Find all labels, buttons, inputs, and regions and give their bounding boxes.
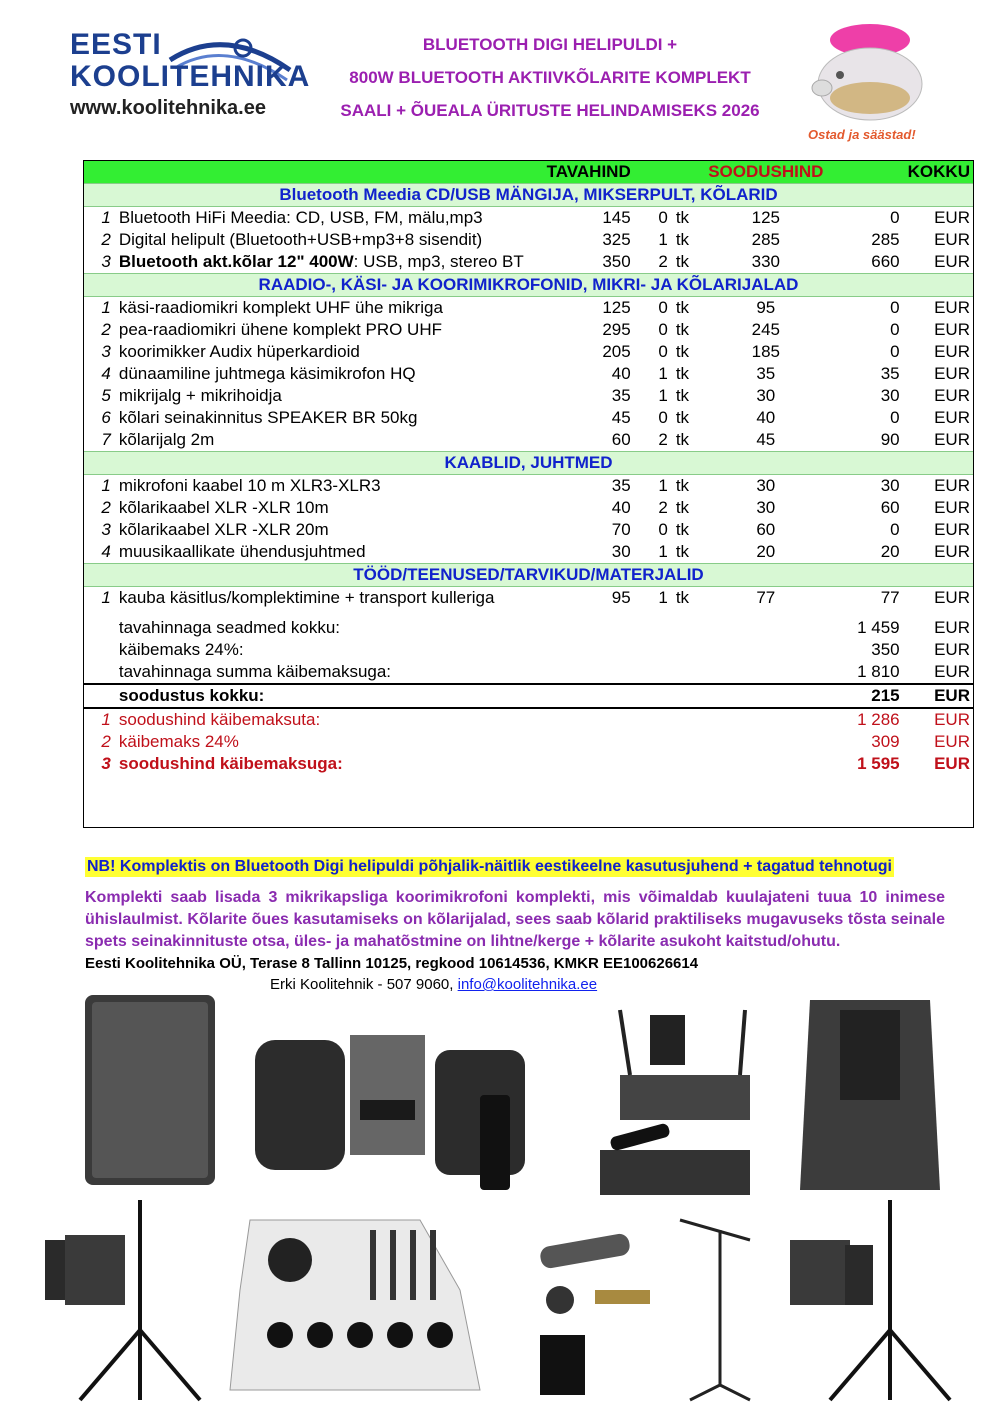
item-name-text: Digital helipult (Bluetooth+USB+mp3+8 sisendit) [118, 230, 483, 249]
row-number: 5 [101, 386, 111, 405]
item-unit: tk [675, 408, 690, 427]
row-number: 2 [101, 320, 111, 339]
mic-stand-icon [680, 1220, 750, 1400]
row-number: 6 [101, 408, 111, 427]
item-qty: 1 [658, 386, 668, 405]
section-title: RAADIO-, KÄSI- JA KOORIMIKROFONID, MIKRI- JA KÕLARIJALAD [83, 274, 974, 297]
section-header-row [83, 564, 974, 587]
item-name [115, 497, 543, 519]
summary-currency: EUR [934, 710, 970, 729]
item-sale-price: 185 [751, 342, 780, 361]
header-spacer [827, 161, 903, 184]
item-name-text: : USB, mp3, stereo BT [353, 252, 524, 271]
item-currency: EUR [934, 342, 970, 361]
summary-number [83, 684, 115, 708]
item-unit: tk [675, 386, 690, 405]
item-currency: EUR [934, 252, 970, 271]
item-name-text: muusikaallikate ühendusjuhtmed [118, 542, 366, 561]
item-name-text: Bluetooth HiFi Meedia: CD, USB, FM, mälu,mp3 [118, 208, 483, 227]
section-header-row [83, 452, 974, 475]
table-row [83, 319, 974, 341]
summary-number [83, 661, 115, 684]
summary-row [83, 639, 974, 661]
summary-value: 1 810 [857, 662, 900, 681]
item-name-text: kõlarijalg 2m [118, 430, 215, 449]
summary-row [83, 661, 974, 684]
item-name [115, 207, 543, 230]
final-price-row [83, 731, 974, 753]
item-name [115, 407, 543, 429]
item-price: 350 [602, 252, 631, 271]
item-total: 60 [880, 498, 900, 517]
item-name-text: kõlarikaabel XLR -XLR 20m [118, 520, 329, 539]
item-total: 660 [871, 252, 900, 271]
summary-value: 1 459 [857, 618, 900, 637]
item-price: 40 [611, 364, 631, 383]
item-currency: EUR [934, 408, 970, 427]
item-unit: tk [675, 498, 690, 517]
header-soodushind: SOODUSHIND [704, 161, 827, 184]
item-total: 35 [880, 364, 900, 383]
table-row [83, 475, 974, 498]
item-currency: EUR [934, 430, 970, 449]
product-photos [40, 990, 960, 1410]
item-name [115, 319, 543, 341]
item-name [115, 297, 543, 320]
item-sale-price: 60 [756, 520, 776, 539]
table-header-row [83, 161, 974, 184]
table-row [83, 207, 974, 230]
item-unit: tk [675, 342, 690, 361]
summary-value: 350 [871, 640, 900, 659]
row-number: 1 [101, 476, 111, 495]
item-sale-price: 35 [756, 364, 776, 383]
table-row [83, 541, 974, 564]
table-row [83, 251, 974, 274]
header-kokku: KOKKU [904, 161, 974, 184]
item-qty: 2 [658, 430, 668, 449]
item-price: 325 [602, 230, 631, 249]
header-spacer [635, 161, 672, 184]
item-name-text: mikrofoni kaabel 10 m XLR3-XLR3 [118, 476, 381, 495]
summary-number [83, 639, 115, 661]
discount-row [83, 684, 974, 708]
item-total: 0 [890, 298, 900, 317]
title-line-2: 800W BLUETOOTH AKTIIVKÕLARITE KOMPLEKT [349, 68, 751, 87]
item-name-text: dünaamiline juhtmega käsimikrofon HQ [118, 364, 416, 383]
summary-currency: EUR [904, 684, 974, 708]
brand-line2: KOOLITEHNIKA [70, 60, 311, 93]
table-row [83, 363, 974, 385]
section-title: KAABLID, JUHTMED [83, 452, 974, 475]
description-paragraph: Komplekti saab lisada 3 mikrikapsliga koorimikrofoni komplekti, mis võimaldab kuulajateni tuua 10 inimese ühislaulmist. Kõlarite õues kasutamiseks on kõlarijalad, sees saab kõlarid praktiliseks mugavuseks tõsta seinale spets seinakinnituste otsa, üles- ja mahatõstmine on lihtne/kerge + kõlarite asukoht kaitstud/ohutu. [85, 889, 945, 950]
speaker-left-icon [85, 995, 215, 1185]
item-unit: tk [675, 320, 690, 339]
email-link[interactable]: info@koolitehnika.ee [457, 976, 598, 993]
item-sale-price: 30 [756, 386, 776, 405]
item-name [115, 541, 543, 564]
summary-currency: EUR [934, 640, 970, 659]
item-qty: 0 [658, 208, 668, 227]
title-line-3: SAALI + ÕUEALA ÜRITUSTE HELINDAMISEKS 2026 [340, 101, 760, 120]
item-sale-price: 77 [756, 588, 776, 607]
item-sale-price: 245 [751, 320, 780, 339]
item-currency: EUR [934, 476, 970, 495]
summary-currency: EUR [934, 732, 970, 751]
item-currency: EUR [934, 298, 970, 317]
final-price-row [83, 708, 974, 731]
header-tavahind: TAVAHIND [543, 161, 635, 184]
table-row [83, 497, 974, 519]
row-number: 1 [101, 208, 111, 227]
item-qty: 1 [658, 542, 668, 561]
nb-notice: NB! Komplektis on Bluetooth Digi helipuldi põhjalik-näitlik eestikeelne kasutusjuhend + tagatud tehnotugi [87, 858, 892, 875]
wall-bracket-right-icon [790, 1240, 873, 1305]
item-qty: 2 [658, 498, 668, 517]
item-unit: tk [675, 252, 690, 271]
item-unit: tk [675, 430, 690, 449]
contact-text: Erki Koolitehnik - 507 9060, [270, 976, 458, 993]
summary-value: 1 286 [857, 710, 900, 729]
item-total: 20 [880, 542, 900, 561]
header-spacer [115, 161, 543, 184]
item-unit: tk [675, 230, 690, 249]
item-price: 295 [602, 320, 631, 339]
item-currency: EUR [934, 208, 970, 227]
item-name-text: pea-raadiomikri ühene komplekt PRO UHF [118, 320, 442, 339]
company-info: Eesti Koolitehnika OÜ, Terase 8 Tallinn 10125, regkood 10614536, KMKR EE100626614 [85, 955, 699, 972]
item-unit: tk [675, 208, 690, 227]
item-price: 125 [602, 298, 631, 317]
item-currency: EUR [934, 588, 970, 607]
row-number: 3 [101, 252, 111, 271]
item-unit: tk [675, 364, 690, 383]
item-price: 40 [611, 498, 631, 517]
summary-label: käibemaks 24%: [118, 640, 244, 659]
item-price: 95 [611, 588, 631, 607]
item-qty: 1 [658, 230, 668, 249]
item-sale-price: 30 [756, 498, 776, 517]
item-qty: 1 [658, 364, 668, 383]
table-row [83, 519, 974, 541]
table-row [83, 587, 974, 610]
item-qty: 1 [658, 476, 668, 495]
item-name [115, 341, 543, 363]
section-title: Bluetooth Meedia CD/USB MÄNGIJA, MIKSERPULT, KÕLARID [83, 184, 974, 207]
item-sale-price: 45 [756, 430, 776, 449]
wall-bracket-left-icon [45, 1235, 125, 1305]
item-unit: tk [675, 298, 690, 317]
summary-value: 1 595 [857, 754, 900, 773]
item-name-text: mikrijalg + mikrihoidja [118, 386, 282, 405]
row-number: 2 [101, 230, 111, 249]
item-unit: tk [675, 520, 690, 539]
item-currency: EUR [934, 320, 970, 339]
summary-value: 215 [827, 684, 903, 708]
summary-label: soodushind käibemaksuta: [118, 710, 321, 729]
item-currency: EUR [934, 520, 970, 539]
table-row [83, 385, 974, 407]
brand-url: www.koolitehnika.ee [70, 97, 266, 119]
item-qty: 0 [658, 298, 668, 317]
summary-number: 1 [101, 710, 111, 729]
title-line-1: BLUETOOTH DIGI HELIPULDI + [422, 35, 678, 54]
page-title-block [300, 34, 800, 133]
hifi-system-icon [255, 1035, 525, 1190]
item-name-text: kõlarikaabel XLR -XLR 10m [118, 498, 329, 517]
item-price: 70 [611, 520, 631, 539]
item-total: 77 [880, 588, 900, 607]
table-row [83, 341, 974, 363]
item-unit: tk [675, 542, 690, 561]
item-price: 35 [611, 476, 631, 495]
section-title: TÖÖD/TEENUSED/TARVIKUD/MATERJALID [83, 564, 974, 587]
item-sale-price: 40 [756, 408, 776, 427]
brand-logo [70, 28, 311, 125]
item-sale-price: 330 [751, 252, 780, 271]
item-sale-price: 285 [751, 230, 780, 249]
table-row [83, 229, 974, 251]
row-number: 4 [101, 542, 111, 561]
summary-number: 2 [101, 732, 111, 751]
item-sale-price: 125 [751, 208, 780, 227]
row-number: 3 [101, 342, 111, 361]
section-header-row [83, 184, 974, 207]
row-number: 7 [101, 430, 111, 449]
item-name [115, 429, 543, 452]
item-qty: 1 [658, 588, 668, 607]
item-price: 205 [602, 342, 631, 361]
item-sale-price: 20 [756, 542, 776, 561]
item-currency: EUR [934, 386, 970, 405]
mixer-icon [230, 1220, 480, 1390]
item-unit: tk [675, 588, 690, 607]
item-total: 285 [871, 230, 900, 249]
table-row [83, 407, 974, 429]
badge-text: Ostad ja säästad! [808, 127, 916, 142]
summary-row [83, 617, 974, 639]
item-total: 0 [890, 408, 900, 427]
item-name-text: käsi-raadiomikri komplekt UHF ühe mikriga [118, 298, 443, 317]
summary-currency: EUR [934, 754, 970, 773]
spacer-row [83, 609, 974, 617]
item-name-bold: Bluetooth akt.kõlar 12" 400W [118, 252, 354, 271]
section-header-row [83, 274, 974, 297]
item-currency: EUR [934, 230, 970, 249]
header-spacer [672, 161, 704, 184]
item-price: 35 [611, 386, 631, 405]
header-spacer [83, 161, 115, 184]
piggy-bank-icon [800, 20, 940, 125]
item-qty: 0 [658, 342, 668, 361]
item-currency: EUR [934, 364, 970, 383]
item-currency: EUR [934, 542, 970, 561]
row-number: 1 [101, 588, 111, 607]
price-table [83, 160, 974, 775]
item-name [115, 363, 543, 385]
item-total: 90 [880, 430, 900, 449]
item-qty: 0 [658, 408, 668, 427]
summary-label: soodustus kokku: [115, 684, 828, 708]
mic-accessories-icon [539, 1232, 650, 1395]
item-total: 30 [880, 476, 900, 495]
item-name [115, 385, 543, 407]
summary-label: tavahinnaga seadmed kokku: [118, 618, 341, 637]
final-price-row [83, 753, 974, 775]
row-number: 4 [101, 364, 111, 383]
summary-label: käibemaks 24% [118, 732, 239, 751]
item-sale-price: 95 [756, 298, 776, 317]
table-row [83, 297, 974, 320]
summary-currency: EUR [934, 618, 970, 637]
summary-number [83, 617, 115, 639]
item-unit: tk [675, 476, 690, 495]
speaker-right-icon [800, 1000, 940, 1190]
summary-value: 309 [871, 732, 900, 751]
item-name [115, 229, 543, 251]
wireless-mic-receiver-icon [600, 1010, 750, 1195]
item-name-text: koorimikker Audix hüperkardioid [118, 342, 360, 361]
item-qty: 2 [658, 252, 668, 271]
brand-line1: EESTI [70, 28, 162, 61]
item-sale-price: 30 [756, 476, 776, 495]
summary-currency: EUR [934, 662, 970, 681]
item-currency: EUR [934, 498, 970, 517]
item-price: 45 [611, 408, 631, 427]
item-name [115, 251, 543, 274]
item-total: 0 [890, 342, 900, 361]
item-name [115, 475, 543, 498]
item-qty: 0 [658, 320, 668, 339]
row-number: 2 [101, 498, 111, 517]
item-price: 145 [602, 208, 631, 227]
spacer [83, 609, 974, 617]
item-total: 0 [890, 320, 900, 339]
row-number: 3 [101, 520, 111, 539]
item-name [115, 519, 543, 541]
summary-label: tavahinnaga summa käibemaksuga: [118, 662, 392, 681]
item-name-text: kõlari seinakinnitus SPEAKER BR 50kg [118, 408, 418, 427]
item-qty: 0 [658, 520, 668, 539]
item-name [115, 587, 543, 610]
summary-number: 3 [101, 754, 111, 773]
item-name-text: kauba käsitlus/komplektimine + transport kulleriga [118, 588, 495, 607]
summary-label: soodushind käibemaksuga: [118, 754, 343, 773]
item-price: 60 [611, 430, 631, 449]
table-row [83, 429, 974, 452]
item-total: 0 [890, 520, 900, 539]
piggy-bank-image [800, 20, 940, 145]
item-total: 30 [880, 386, 900, 405]
item-total: 0 [890, 208, 900, 227]
item-price: 30 [611, 542, 631, 561]
row-number: 1 [101, 298, 111, 317]
